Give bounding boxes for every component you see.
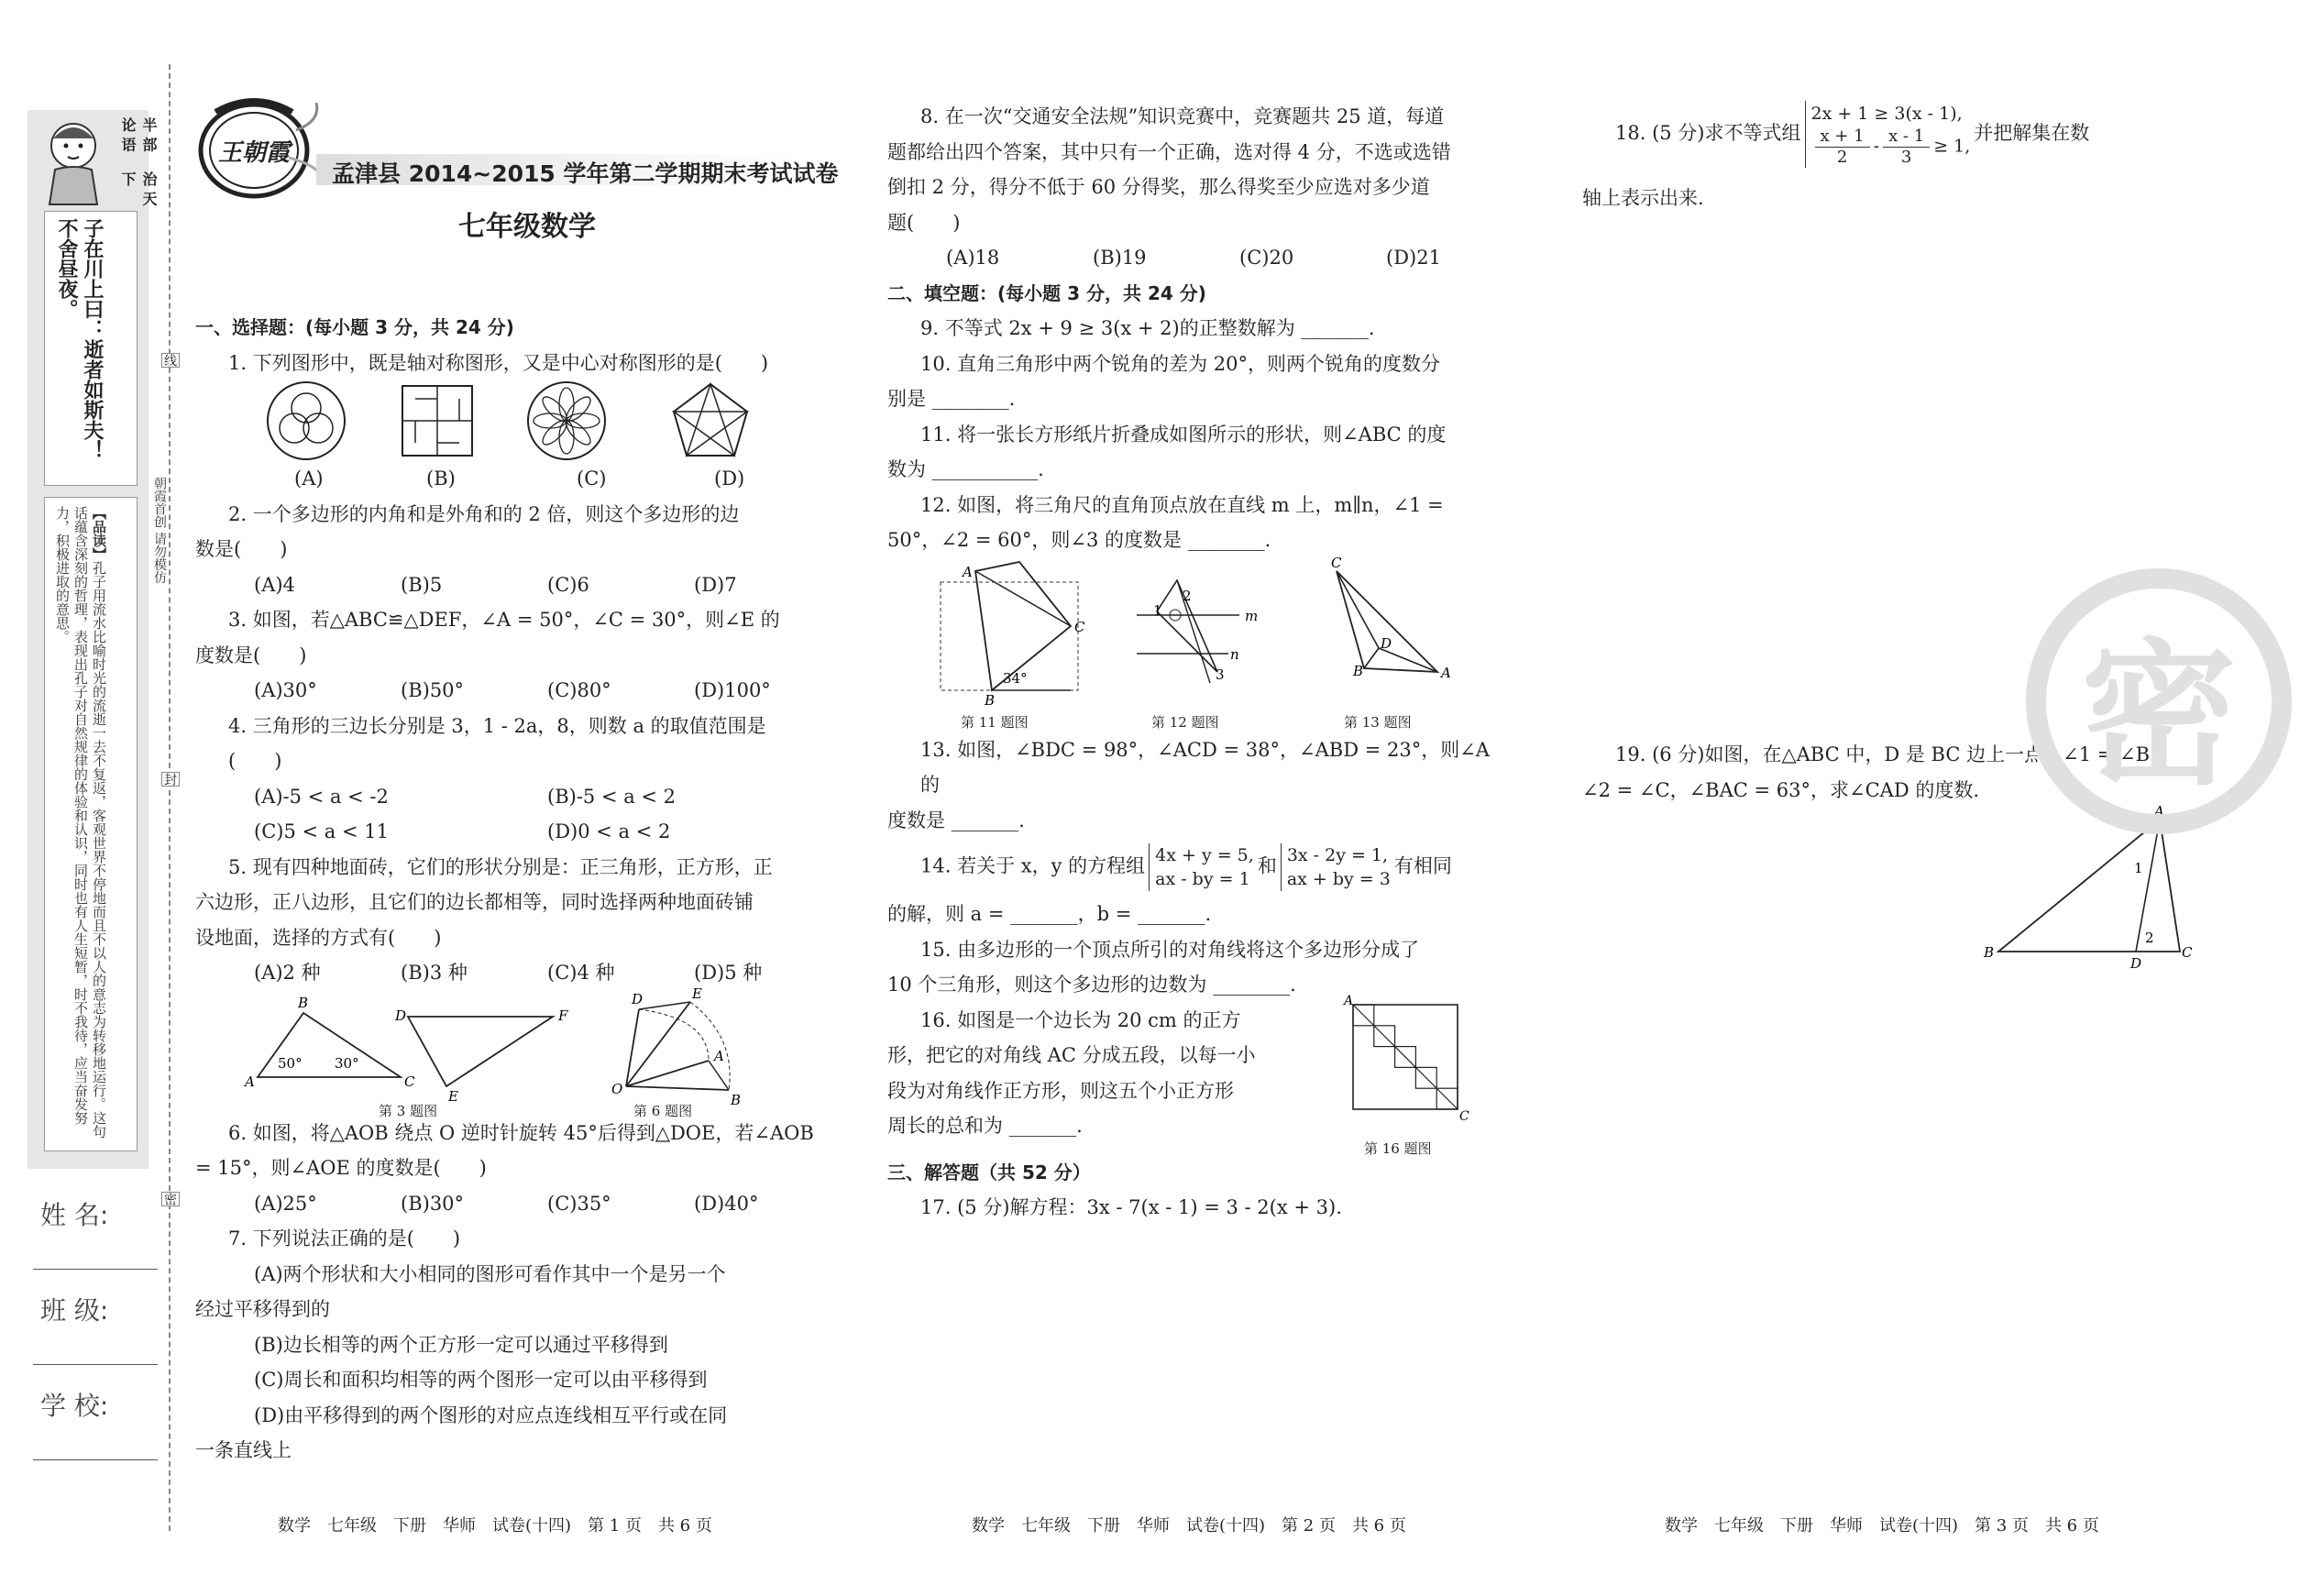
q1-label-c: (C) bbox=[577, 468, 607, 490]
option: (A)-5 < a < -2 bbox=[254, 785, 389, 808]
option: (D)7 bbox=[694, 573, 737, 596]
svg-text:D: D bbox=[395, 1007, 407, 1024]
page3-footer: 数学 七年级 下册 华师 试卷(十四) 第 3 页 共 6 页 bbox=[1665, 1516, 2099, 1535]
fig12-parallel-lines bbox=[1137, 580, 1258, 683]
question-8-cont3: 题( ) bbox=[887, 211, 961, 234]
figure-a bbox=[268, 382, 345, 459]
option: (C)5 < a < 11 bbox=[254, 820, 389, 842]
question-2: 2. 一个多边形的内角和是外角和的 2 倍，则这个多边形的边 bbox=[228, 502, 740, 525]
q1-label-b: (B) bbox=[426, 468, 456, 490]
option: (D)40° bbox=[694, 1192, 759, 1215]
quote-box-line: 半 部 论 语 bbox=[119, 117, 158, 152]
question-18 bbox=[1582, 101, 2187, 168]
question-12-cont: 50°，∠2 = 60°，则∠3 的度数是 ________. bbox=[887, 529, 1271, 551]
denominator: 2 bbox=[1836, 148, 1848, 167]
option: (B)5 bbox=[401, 573, 443, 596]
name-label: 姓 名: bbox=[40, 1200, 109, 1230]
question-13-cont: 度数是 _______. bbox=[887, 809, 1025, 831]
exam-title: 孟津县 2014~2015 学年第二学期期末考试试卷 bbox=[332, 160, 839, 187]
q3-options bbox=[195, 673, 819, 709]
quote-box bbox=[117, 117, 160, 209]
question-5-cont: 六边形，正八边形，且它们的边长都相等，同时选择两种地面砖铺 bbox=[195, 891, 754, 913]
option: (B)30° bbox=[401, 1192, 465, 1215]
svg-text:B: B bbox=[731, 1091, 742, 1108]
option: (C)20 bbox=[1239, 247, 1294, 269]
q7-option-a-cont: 经过平移得到的 bbox=[195, 1298, 330, 1320]
option: (A)2 种 bbox=[254, 962, 321, 984]
q8-options bbox=[887, 240, 1507, 276]
svg-text:1: 1 bbox=[2134, 860, 2143, 876]
question-14-cont: 的解，则 a = _______，b = _______. bbox=[887, 903, 1212, 925]
svg-text:A: A bbox=[714, 1047, 724, 1064]
svg-text:B: B bbox=[1353, 662, 1364, 679]
fig6-rotation bbox=[611, 985, 741, 1108]
question-2-cont: 数是( ) bbox=[195, 538, 288, 560]
q2-options bbox=[195, 567, 819, 603]
option: (A)30° bbox=[254, 679, 317, 701]
option: (D)0 < a < 2 bbox=[547, 820, 671, 842]
option: (B)19 bbox=[1093, 247, 1147, 269]
question-5-cont2: 设地面，选择的方式有( ) bbox=[195, 926, 442, 949]
numerator: x + 1 bbox=[1815, 127, 1870, 148]
svg-text:A: A bbox=[2154, 803, 2164, 820]
svg-text:A: A bbox=[963, 563, 973, 580]
equation: ax + by = 3 bbox=[1286, 869, 1391, 889]
fig3-triangle-def bbox=[394, 1007, 568, 1105]
question-17: 17. (5 分)解方程：3x - 7(x - 1) = 3 - 2(x + 3). bbox=[920, 1196, 1342, 1218]
q14-and: 和 bbox=[1257, 854, 1277, 877]
page2-column bbox=[887, 99, 1507, 1226]
q11-q13-figures bbox=[887, 554, 1507, 732]
option: (C)80° bbox=[547, 679, 611, 701]
fig11-folded-rectangle bbox=[941, 562, 1085, 709]
reading-body: 孔子用流水比喻时光的流逝一去不复返，客观世界不停地而且不以人的意志为转移地运行。这句话蕴含深刻的哲理，表现出孔子对自然规律的体验和认识，同时也有人生短暂，时不我待，应当奋发努力，积极进取的意思。 bbox=[54, 506, 107, 1139]
question-12: 12. 如图，将三角尺的直角顶点放在直线 m 上，m∥n，∠1 = bbox=[920, 493, 1444, 516]
q1-label-d: (D) bbox=[714, 468, 745, 490]
q1-figures-svg bbox=[195, 380, 819, 461]
page2-footer: 数学 七年级 下册 华师 试卷(十四) 第 2 页 共 6 页 bbox=[972, 1516, 1406, 1535]
svg-text:m: m bbox=[1245, 607, 1259, 624]
svg-text:F: F bbox=[558, 1007, 568, 1024]
page3-column bbox=[1582, 101, 2187, 216]
svg-text:34°: 34° bbox=[1003, 669, 1028, 687]
q4-options-row2 bbox=[195, 814, 819, 850]
question-14 bbox=[887, 843, 1507, 891]
fig16-squares bbox=[1342, 993, 1470, 1124]
svg-text:2: 2 bbox=[1183, 587, 1192, 604]
seal-mark-secret: 密 bbox=[161, 1192, 180, 1206]
numerator: x - 1 bbox=[1883, 127, 1930, 148]
question-6: 6. 如图，将△AOB 绕点 O 逆时针旋转 45°后得到△DOE，若∠AOB bbox=[228, 1121, 814, 1144]
svg-text:3: 3 bbox=[1216, 666, 1225, 683]
q4-options-row1 bbox=[195, 779, 819, 815]
option: (C)35° bbox=[547, 1192, 611, 1215]
question-8-cont2: 倒扣 2 分，得分不低于 60 分得奖，那么得奖至少应选对多少道 bbox=[887, 176, 1430, 198]
class-label: 班 级: bbox=[40, 1295, 109, 1326]
reading-label: 【品读】 bbox=[91, 506, 107, 561]
q1-labels bbox=[195, 461, 819, 497]
question-16-cont3: 周长的总和为 _______. bbox=[887, 1115, 1083, 1137]
question-8: 8. 在一次“交通安全法规”知识竞赛中，竞赛题共 25 道，每道 bbox=[920, 105, 1445, 127]
svg-text:B: B bbox=[985, 691, 996, 709]
seal-mark-line: 线 bbox=[161, 353, 180, 368]
question-4: 4. 三角形的三边长分别是 3，1 - 2a，8，则数 a 的取值范围是( ) bbox=[228, 714, 766, 772]
equation: ax - by = 1 bbox=[1155, 869, 1250, 889]
svg-text:C: C bbox=[1459, 1108, 1469, 1124]
fig12-caption: 第 12 题图 bbox=[1151, 713, 1219, 731]
q18-suffix: 并把解集在数 bbox=[1974, 122, 2090, 144]
q7-option-a: (A)两个形状和大小相同的图形可看作其中一个是另一个 bbox=[254, 1262, 726, 1285]
svg-text:O: O bbox=[611, 1080, 623, 1097]
option: (C)6 bbox=[547, 573, 589, 596]
page1-column bbox=[195, 310, 819, 1469]
option: (A)18 bbox=[946, 247, 1000, 269]
option: (B)-5 < a < 2 bbox=[547, 785, 677, 808]
question-1: 1. 下列图形中，既是轴对称图形，又是中心对称图形的是( ) bbox=[228, 351, 769, 374]
copyright-note: 朝霞首创 请勿模仿 bbox=[152, 477, 167, 584]
q5-options bbox=[195, 955, 819, 991]
option: (D)5 种 bbox=[694, 962, 763, 984]
school-field[interactable] bbox=[33, 1459, 158, 1460]
svg-text:C: C bbox=[1331, 554, 1342, 571]
classic-quote bbox=[53, 218, 105, 477]
quote-box-line: 治 天 下 bbox=[119, 171, 158, 206]
figure-c bbox=[528, 382, 605, 459]
fig13-caption: 第 13 题图 bbox=[1344, 713, 1412, 731]
option: (D)21 bbox=[1386, 247, 1441, 269]
question-3: 3. 如图，若△ABC≌△DEF，∠A = 50°，∠C = 30°，则∠E 的 bbox=[228, 609, 780, 631]
q14-system-2 bbox=[1281, 843, 1391, 891]
figure-d bbox=[674, 384, 747, 456]
svg-text:50°: 50° bbox=[278, 1054, 303, 1072]
question-15-cont: 10 个三角形，则这个多边形的边数为 ________. bbox=[887, 974, 1296, 996]
question-3-cont: 度数是( ) bbox=[195, 644, 307, 666]
q14-system-1 bbox=[1149, 843, 1254, 891]
svg-text:B: B bbox=[298, 994, 309, 1011]
svg-text:n: n bbox=[1230, 645, 1239, 663]
fig13-quadrilateral bbox=[1331, 555, 1451, 681]
svg-text:2: 2 bbox=[2145, 930, 2154, 946]
question-15: 15. 由多边形的一个顶点所引的对角线将这个多边形分成了 bbox=[920, 938, 1420, 961]
fraction bbox=[1815, 127, 1870, 168]
question-6-cont: = 15°，则∠AOE 的度数是( ) bbox=[195, 1157, 487, 1179]
q14-suffix: 有相同 bbox=[1393, 854, 1452, 877]
question-10-cont: 别是 ________. bbox=[887, 388, 1016, 410]
question-7: 7. 下列说法正确的是( ) bbox=[228, 1227, 461, 1249]
fig6-caption: 第 6 题图 bbox=[633, 1102, 693, 1119]
question-10: 10. 直角三角形中两个锐角的差为 20°，则两个锐角的度数分 bbox=[920, 352, 1440, 375]
svg-text:D: D bbox=[1381, 634, 1392, 652]
q6-options bbox=[195, 1186, 819, 1222]
svg-text:D: D bbox=[2130, 955, 2142, 972]
name-field[interactable] bbox=[33, 1269, 158, 1270]
figure-b bbox=[402, 386, 472, 456]
fig3-fig6-svg bbox=[195, 985, 819, 1108]
subject-title: 七年级数学 bbox=[458, 211, 596, 243]
question-16-block bbox=[887, 993, 1507, 1157]
option: (B)3 种 bbox=[401, 962, 468, 984]
svg-text:1: 1 bbox=[1153, 601, 1162, 619]
minus-sign: - bbox=[1873, 136, 1880, 157]
quote-line-1: 子在川上曰：逝者如斯夫！ bbox=[81, 218, 104, 460]
option: (B)50° bbox=[401, 679, 465, 701]
q7-option-c: (C)周长和面积均相等的两个图形一定可以由平移得到 bbox=[254, 1369, 708, 1391]
fig16-caption: 第 16 题图 bbox=[1364, 1139, 1432, 1157]
svg-text:C: C bbox=[2182, 944, 2193, 961]
q18-system bbox=[1805, 101, 1971, 168]
brand-logo-text: 王朝霞 bbox=[218, 139, 291, 167]
question-19: 19. (6 分)如图，在△ABC 中，D 是 BC 边上一点，∠1 = ∠B， bbox=[1615, 743, 2170, 765]
svg-text:A: A bbox=[245, 1073, 255, 1090]
svg-text:C: C bbox=[404, 1073, 415, 1090]
option: (A)4 bbox=[254, 573, 295, 596]
equation: 3x - 2y = 1, bbox=[1286, 845, 1389, 865]
fig3-triangle-abc bbox=[243, 995, 415, 1090]
inequality-2-rest: ≥ 1, bbox=[1933, 136, 1971, 157]
binding-line bbox=[169, 64, 171, 1531]
question-16-cont2: 段为对角线作正方形，则这五个小正方形 bbox=[887, 1079, 1234, 1102]
option: (A)25° bbox=[254, 1192, 317, 1215]
question-16-cont: 形，把它的对角线 AC 分成五段，以每一小 bbox=[887, 1044, 1256, 1066]
question-5: 5. 现有四种地面砖，它们的形状分别是：正三角形，正方形，正 bbox=[228, 855, 773, 878]
confucius-avatar bbox=[31, 115, 116, 206]
q3-q6-figures bbox=[195, 985, 819, 1119]
quote-line-2: 不舍昼夜。 bbox=[55, 218, 78, 319]
question-18-cont: 轴上表示出来. bbox=[1582, 187, 1704, 209]
denominator: 3 bbox=[1900, 148, 1912, 167]
question-19-cont: ∠2 = ∠C，∠BAC = 63°，求∠CAD 的度数. bbox=[1582, 778, 1980, 801]
inequality-1: 2x + 1 ≥ 3(x - 1), bbox=[1810, 104, 1963, 124]
svg-text:A: A bbox=[1344, 993, 1354, 1008]
q7-option-b: (B)边长相等的两个正方形一定可以通过平移得到 bbox=[254, 1333, 668, 1356]
question-13: 13. 如图，∠BDC = 98°，∠ACD = 38°，∠ABD = 23°，则∠A 的 bbox=[920, 738, 1490, 796]
watermark-seal bbox=[2026, 568, 2292, 834]
section-3-heading: 三、解答题（共 52 分） bbox=[887, 1161, 1091, 1183]
fig11-caption: 第 11 题图 bbox=[961, 713, 1029, 731]
question-11: 11. 将一张长方形纸片折叠成如图所示的形状，则∠ABC 的度 bbox=[920, 423, 1447, 446]
page1-footer: 数学 七年级 下册 华师 试卷(十四) 第 1 页 共 6 页 bbox=[278, 1516, 712, 1535]
section-1-heading: 一、选择题：(每小题 3 分，共 24 分) bbox=[195, 316, 514, 338]
class-field[interactable] bbox=[33, 1364, 158, 1365]
option: (D)100° bbox=[694, 679, 771, 701]
q14-prefix: 14. 若关于 x，y 的方程组 bbox=[920, 854, 1146, 877]
q1-figures bbox=[195, 380, 819, 461]
fraction bbox=[1883, 127, 1930, 168]
seal-mark-seal: 封 bbox=[161, 772, 180, 787]
q1-label-a: (A) bbox=[294, 468, 324, 490]
fig11-13-svg bbox=[887, 554, 1507, 709]
option: (C)4 种 bbox=[547, 962, 615, 984]
svg-text:D: D bbox=[632, 990, 644, 1007]
q7-option-d-cont: 一条直线上 bbox=[195, 1439, 292, 1461]
svg-text:A: A bbox=[1441, 664, 1451, 681]
q18-prefix: 18. (5 分)求不等式组 bbox=[1615, 122, 1801, 144]
question-9: 9. 不等式 2x + 9 ≥ 3(x + 2)的正整数解为 _______. bbox=[920, 317, 1375, 339]
svg-text:B: B bbox=[1984, 944, 1995, 961]
reading-text bbox=[53, 506, 108, 1139]
svg-text:C: C bbox=[1074, 618, 1085, 635]
svg-text:30°: 30° bbox=[335, 1054, 359, 1072]
section-2-heading: 二、填空题：(每小题 3 分，共 24 分) bbox=[887, 281, 1206, 304]
svg-text:E: E bbox=[692, 985, 702, 1002]
watermark-text: 密 bbox=[2080, 624, 2237, 807]
svg-text:E: E bbox=[448, 1087, 458, 1105]
school-label: 学 校: bbox=[40, 1391, 109, 1421]
question-8-cont: 题都给出四个答案，其中只有一个正确，选对得 4 分，不选或选错 bbox=[887, 140, 1451, 163]
question-16: 16. 如图是一个边长为 20 cm 的正方 bbox=[920, 1008, 1241, 1031]
question-11-cont: 数为 ___________. bbox=[887, 458, 1044, 480]
equation: 4x + y = 5, bbox=[1155, 845, 1254, 865]
fig3-caption: 第 3 题图 bbox=[379, 1102, 438, 1119]
q7-option-d: (D)由平移得到的两个图形的对应点连线相互平行或在同 bbox=[254, 1403, 728, 1426]
